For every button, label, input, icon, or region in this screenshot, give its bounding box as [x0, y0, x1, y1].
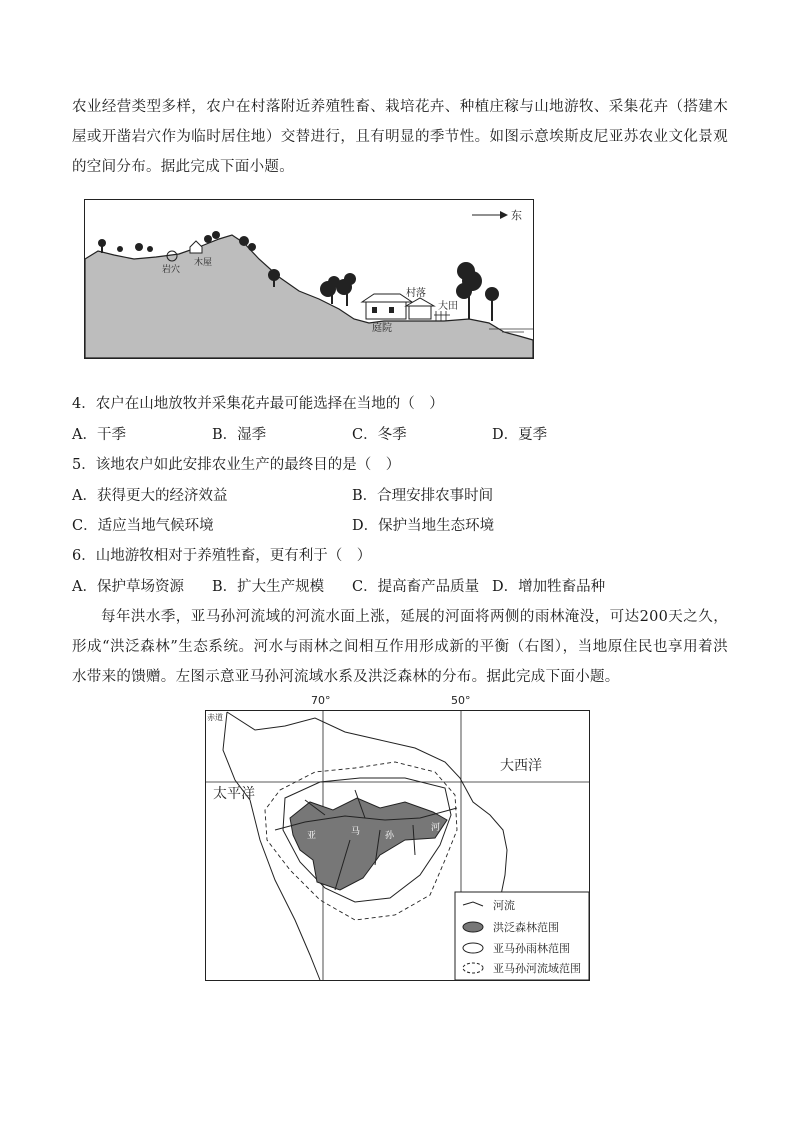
legend-flood-forest-label: 洪泛森林范围	[493, 921, 559, 934]
river-char-3: 孙	[385, 831, 395, 841]
legend-river-label: 河流	[493, 899, 515, 912]
q5-option-c[interactable]: C．适应当地气候环境	[72, 518, 214, 534]
q4-option-b[interactable]: B．湿季	[212, 427, 267, 443]
east-label: 东	[511, 209, 522, 222]
landscape-cross-section-figure	[84, 199, 534, 359]
q6-option-b[interactable]: B．扩大生产规模	[212, 579, 325, 595]
lon-70-label: 70°	[311, 694, 331, 707]
q6-option-a[interactable]: A．保护草场资源	[72, 579, 184, 595]
equator-label: 赤道	[207, 713, 223, 722]
legend-flood-forest-symbol	[463, 922, 483, 932]
river-char-2: 马	[351, 827, 361, 837]
legend-basin-label: 亚马孙河流域范围	[493, 962, 581, 975]
river-char-1: 亚	[307, 831, 317, 841]
q4-option-c[interactable]: C．冬季	[352, 427, 407, 443]
question-4-stem: 4．农户在山地放牧并采集花卉最可能选择在当地的（ ）	[72, 396, 444, 412]
intro-paragraph-2: 每年洪水季，亚马孙河流域的河流水面上涨，延展的河面将两侧的雨林淹没，可达200天之久，形成“洪泛森林”生态系统。河水与雨林之间相互作用形成新的平衡（右图），当地原住民也享用着洪水带来的馈赠。左图示意亚马孙河流域水系及洪泛森林的分布。据此完成下面小题。	[72, 609, 728, 685]
q5-option-b[interactable]: B．合理安排农事时间	[352, 488, 494, 504]
question-5-stem: 5．该地农户如此安排农业生产的最终目的是（ ）	[72, 457, 401, 473]
field-label: 大田	[438, 301, 458, 312]
cabin-label: 木屋	[194, 258, 213, 268]
pacific-label: 太平洋	[213, 786, 255, 802]
legend-basin-symbol	[463, 963, 483, 973]
q6-option-d[interactable]: D．增加牲畜品种	[492, 579, 606, 595]
atlantic-label: 大西洋	[500, 758, 542, 774]
map-legend	[455, 892, 589, 980]
q5-option-d[interactable]: D．保护当地生态环境	[352, 518, 495, 534]
cave-label: 岩穴	[162, 265, 181, 275]
legend-rainforest-label: 亚马孙雨林范围	[493, 942, 570, 955]
legend-rainforest-symbol	[463, 943, 483, 953]
amazon-basin-map	[205, 690, 595, 982]
intro-paragraph-1: 农业经营类型多样，农户在村落附近养殖牲畜、栽培花卉、种植庄稼与山地游牧、采集花卉（搭建木屋或开凿岩穴作为临时居住地）交替进行，且有明显的季节性。如图示意埃斯皮尼亚苏农业文化景观的空间分布。据此完成下面小题。	[72, 99, 728, 175]
yard-label: 庭院	[372, 323, 392, 334]
river-char-4: 河	[431, 823, 441, 833]
q4-option-d[interactable]: D．夏季	[492, 427, 548, 443]
question-6-stem: 6．山地游牧相对于养殖牲畜，更有利于（ ）	[72, 548, 372, 564]
q5-option-a[interactable]: A．获得更大的经济效益	[72, 488, 228, 504]
village-label: 村落	[406, 288, 426, 299]
lon-50-label: 50°	[451, 694, 471, 707]
q6-option-c[interactable]: C．提高畜产品质量	[352, 579, 480, 595]
q4-option-a[interactable]: A．干季	[72, 427, 126, 443]
